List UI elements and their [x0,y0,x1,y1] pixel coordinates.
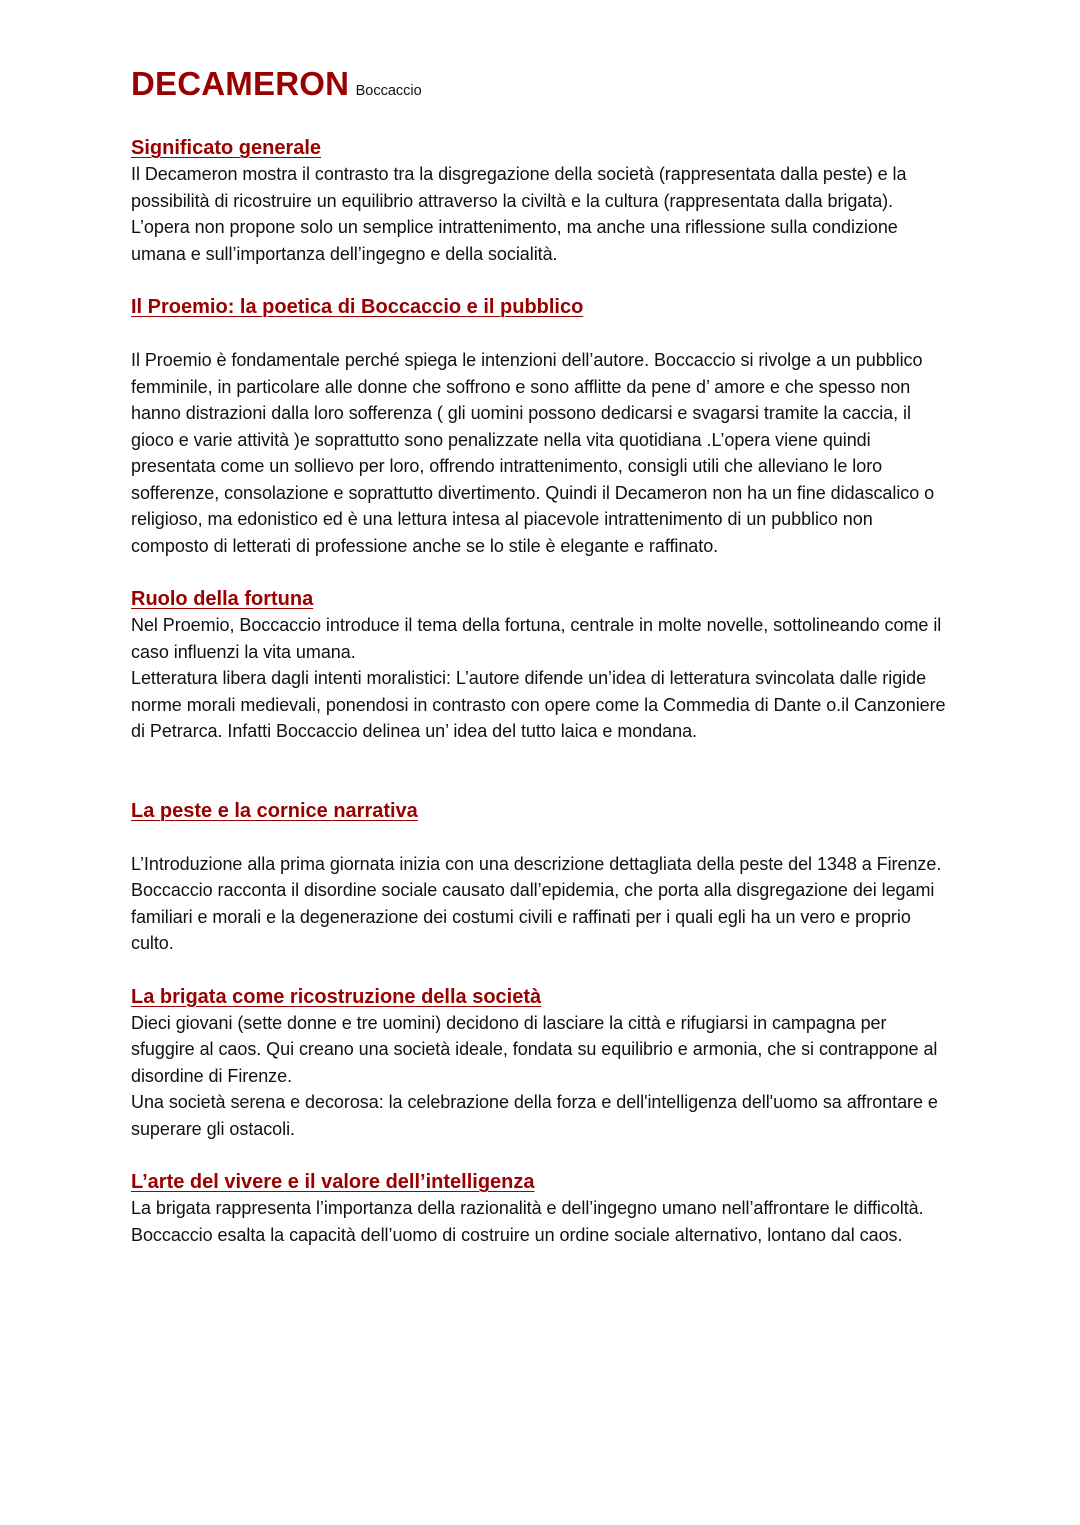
section-peste-cornice [131,798,951,957]
section-heading: La peste e la cornice narrativa [131,799,418,822]
section-heading: L’arte del vivere e il valore dell’intelligenza [131,1171,535,1193]
section-heading: La brigata come ricostruzione della società [131,985,542,1008]
section-paragraph: Una società serena e decorosa: la celebrazione della forza e dell'intelligenza dell'uomo sa affrontare e superare gli ostacoli. [131,1092,938,1139]
section-paragraph: Nel Proemio, Boccaccio introduce il tema della fortuna, centrale in molte novelle, sottolineando come il caso influenzi la vita umana. [131,615,942,662]
section-heading: Significato generale [131,137,322,159]
spacer [131,1142,951,1169]
section-heading: Ruolo della fortuna [131,588,314,610]
title-row [131,62,951,113]
spacer [131,745,951,798]
section-proemio [131,294,951,559]
spacer [131,320,951,347]
section-paragraph: Il Decameron mostra il contrasto tra la disgregazione della società (rappresentata dalla peste) e la possibilità di ricostruire un equilibrio attraverso la civiltà e la cultura (rappresentata dalla brigata). L’opera non propone solo un semplice intrattenimento, ma anche una riflessione sulla condizione umana e sull’importanza dell’ingegno e della socialità. [131,164,907,264]
spacer [131,957,951,984]
section-paragraph: Il Proemio è fondamentale perché spiega le intenzioni dell’autore. Boccaccio si rivolge a un pubblico femminile, in particolare alle donne che soffrono e sono afflitte da pene d’ amore e che spesso non hanno distrazioni dalla loro sofferenza ( gli uomini possono dedicarsi e svagarsi tramite la caccia, il gioco e varie attività )e soprattutto sono penalizzate nella vita quotidiana .L’opera viene quindi presentata come un sollievo per loro, offrendo intrattenimento, consigli utili che alleviano le loro sofferenze, consolazione e soprattutto divertimento. Quindi il Decameron non ha un fine didascalico o religioso, ma edonistico ed è una lettura intesa al piacevole intrattenimento di un pubblico non composto di letterati di professione anche se lo stile è elegante e raffinato. [131,350,935,556]
section-paragraph: L’Introduzione alla prima giornata inizia con una descrizione dettagliata della peste del 1348 a Firenze. Boccaccio racconta il disordine sociale causato dall’epidemia, che porta alla disgregazione dei legami familiari e morali e la degenerazione dei costumi civili e raffinati per i quali egli ha un vero e proprio culto. [131,853,942,953]
section-ruolo-fortuna [131,586,951,745]
document-author: Boccaccio [355,83,422,99]
section-brigata [131,984,951,1143]
spacer [131,267,951,294]
section-paragraph: La brigata rappresenta l’importanza della razionalità e dell’ingegno umano nell’affrontare le difficoltà. Boccaccio esalta la capacità dell’uomo di costruire un ordine sociale alternativo, lontano dal caos. [131,1198,924,1245]
section-heading: Il Proemio: la poetica di Boccaccio e il pubblico [131,296,584,318]
document-title: DECAMERON [131,65,350,102]
section-arte-vivere [131,1169,951,1248]
document-page [131,62,951,1248]
section-paragraph: Letteratura libera dagli intenti moralistici: L’autore difende un’idea di letteratura svincolata dalle rigide norme morali medievali, ponendosi in contrasto con opere come la Commedia di Dante o.il Canzoniere di Petrarca. Infatti Boccaccio delinea un’ idea del tutto laica e mondana. [131,668,946,741]
spacer [131,824,951,851]
section-significato-generale [131,135,951,267]
section-paragraph: Dieci giovani (sette donne e tre uomini) decidono di lasciare la città e rifugiarsi in campagna per sfuggire al caos. Qui creano una società ideale, fondata su equilibrio e armonia, che si contrappone al disordine di Firenze. [131,1012,938,1086]
spacer [131,559,951,586]
